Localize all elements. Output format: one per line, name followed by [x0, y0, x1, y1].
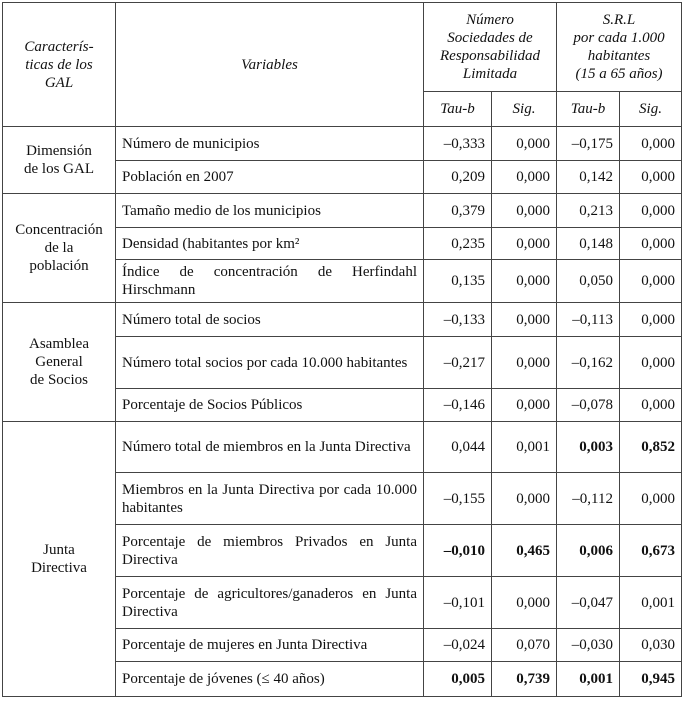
variable-name: Índice de concentración de Herfindahl Hirschmann	[116, 260, 424, 303]
sig-value: 0,000	[492, 260, 557, 303]
variable-name: Porcentaje de agricultores/ganaderos en Junta Directiva	[116, 577, 424, 629]
tau-b-value: 0,001	[557, 662, 620, 697]
sig-value: 0,000	[492, 161, 557, 194]
sig-value: 0,030	[620, 629, 682, 662]
tau-b-value: –0,113	[557, 303, 620, 337]
sig-value: 0,000	[492, 228, 557, 260]
tau-header: Tau-b	[557, 92, 620, 127]
tau-b-value: –0,162	[557, 337, 620, 389]
tau-b-value: –0,155	[424, 473, 492, 525]
tau-b-value: 0,148	[557, 228, 620, 260]
group-label: Asamblea General de Socios	[3, 303, 116, 422]
sig-header: Sig.	[620, 92, 682, 127]
tau-b-value: –0,030	[557, 629, 620, 662]
sig-value: 0,001	[492, 422, 557, 473]
sig-value: 0,000	[620, 127, 682, 161]
table-body	[3, 127, 682, 697]
tau-b-value: 0,209	[424, 161, 492, 194]
sig-value: 0,000	[492, 303, 557, 337]
tau-b-value: 0,142	[557, 161, 620, 194]
sig-value: 0,739	[492, 662, 557, 697]
sig-value: 0,852	[620, 422, 682, 473]
tau-b-value: 0,006	[557, 525, 620, 577]
tau-b-value: –0,217	[424, 337, 492, 389]
tau-b-value: –0,112	[557, 473, 620, 525]
series1-header: Número Sociedades de Responsabilidad Limitada	[424, 3, 557, 92]
variable-name: Porcentaje de jóvenes (≤ 40 años)	[116, 662, 424, 697]
sig-value: 0,000	[620, 161, 682, 194]
variable-name: Porcentaje de Socios Públicos	[116, 389, 424, 422]
variable-name: Densidad (habitantes por km²	[116, 228, 424, 260]
sig-value: 0,000	[492, 194, 557, 228]
variable-name: Número de municipios	[116, 127, 424, 161]
group-label: Concentración de la población	[3, 194, 116, 303]
tau-b-value: –0,078	[557, 389, 620, 422]
tau-b-value: 0,135	[424, 260, 492, 303]
sig-value: 0,000	[620, 228, 682, 260]
sig-value: 0,000	[620, 303, 682, 337]
sig-value: 0,000	[620, 337, 682, 389]
sig-value: 0,465	[492, 525, 557, 577]
tau-b-value: 0,044	[424, 422, 492, 473]
tau-b-value: –0,175	[557, 127, 620, 161]
sig-value: 0,000	[620, 473, 682, 525]
sig-value: 0,945	[620, 662, 682, 697]
variable-name: Miembros en la Junta Directiva por cada 10.000 habitantes	[116, 473, 424, 525]
variable-name: Número total de socios	[116, 303, 424, 337]
variable-name: Tamaño medio de los municipios	[116, 194, 424, 228]
table-row	[3, 422, 682, 473]
tau-b-value: 0,213	[557, 194, 620, 228]
sig-value: 0,000	[492, 473, 557, 525]
variable-name: Porcentaje de mujeres en Junta Directiva	[116, 629, 424, 662]
tau-b-value: –0,010	[424, 525, 492, 577]
series2-header: S.R.L por cada 1.000 habitantes (15 a 65 años)	[557, 3, 682, 92]
sig-value: 0,000	[620, 194, 682, 228]
table-row	[3, 303, 682, 337]
tau-b-value: –0,047	[557, 577, 620, 629]
table-row	[3, 194, 682, 228]
tau-b-value: –0,146	[424, 389, 492, 422]
sig-value: 0,000	[620, 389, 682, 422]
tau-b-value: –0,101	[424, 577, 492, 629]
sig-value: 0,000	[492, 577, 557, 629]
tau-b-value: 0,235	[424, 228, 492, 260]
variable-name: Número total de miembros en la Junta Directiva	[116, 422, 424, 473]
tau-b-value: 0,050	[557, 260, 620, 303]
group-label: Dimensión de los GAL	[3, 127, 116, 194]
sig-value: 0,001	[620, 577, 682, 629]
table-row	[3, 127, 682, 161]
sig-value: 0,000	[620, 260, 682, 303]
tau-b-value: –0,024	[424, 629, 492, 662]
group-column-header: Caracterís- ticas de los GAL	[3, 3, 116, 127]
variable-name: Población en 2007	[116, 161, 424, 194]
tau-b-value: –0,333	[424, 127, 492, 161]
variable-name: Porcentaje de miembros Privados en Junta Directiva	[116, 525, 424, 577]
sig-value: 0,000	[492, 389, 557, 422]
sig-value: 0,673	[620, 525, 682, 577]
tau-header: Tau-b	[424, 92, 492, 127]
group-label: Junta Directiva	[3, 422, 116, 697]
tau-b-value: 0,379	[424, 194, 492, 228]
sig-value: 0,070	[492, 629, 557, 662]
correlation-table	[2, 2, 682, 697]
sig-header: Sig.	[492, 92, 557, 127]
tau-b-value: –0,133	[424, 303, 492, 337]
variable-name: Número total socios por cada 10.000 habitantes	[116, 337, 424, 389]
sig-value: 0,000	[492, 337, 557, 389]
sig-value: 0,000	[492, 127, 557, 161]
variables-column-header: Variables	[116, 3, 424, 127]
tau-b-value: 0,003	[557, 422, 620, 473]
tau-b-value: 0,005	[424, 662, 492, 697]
